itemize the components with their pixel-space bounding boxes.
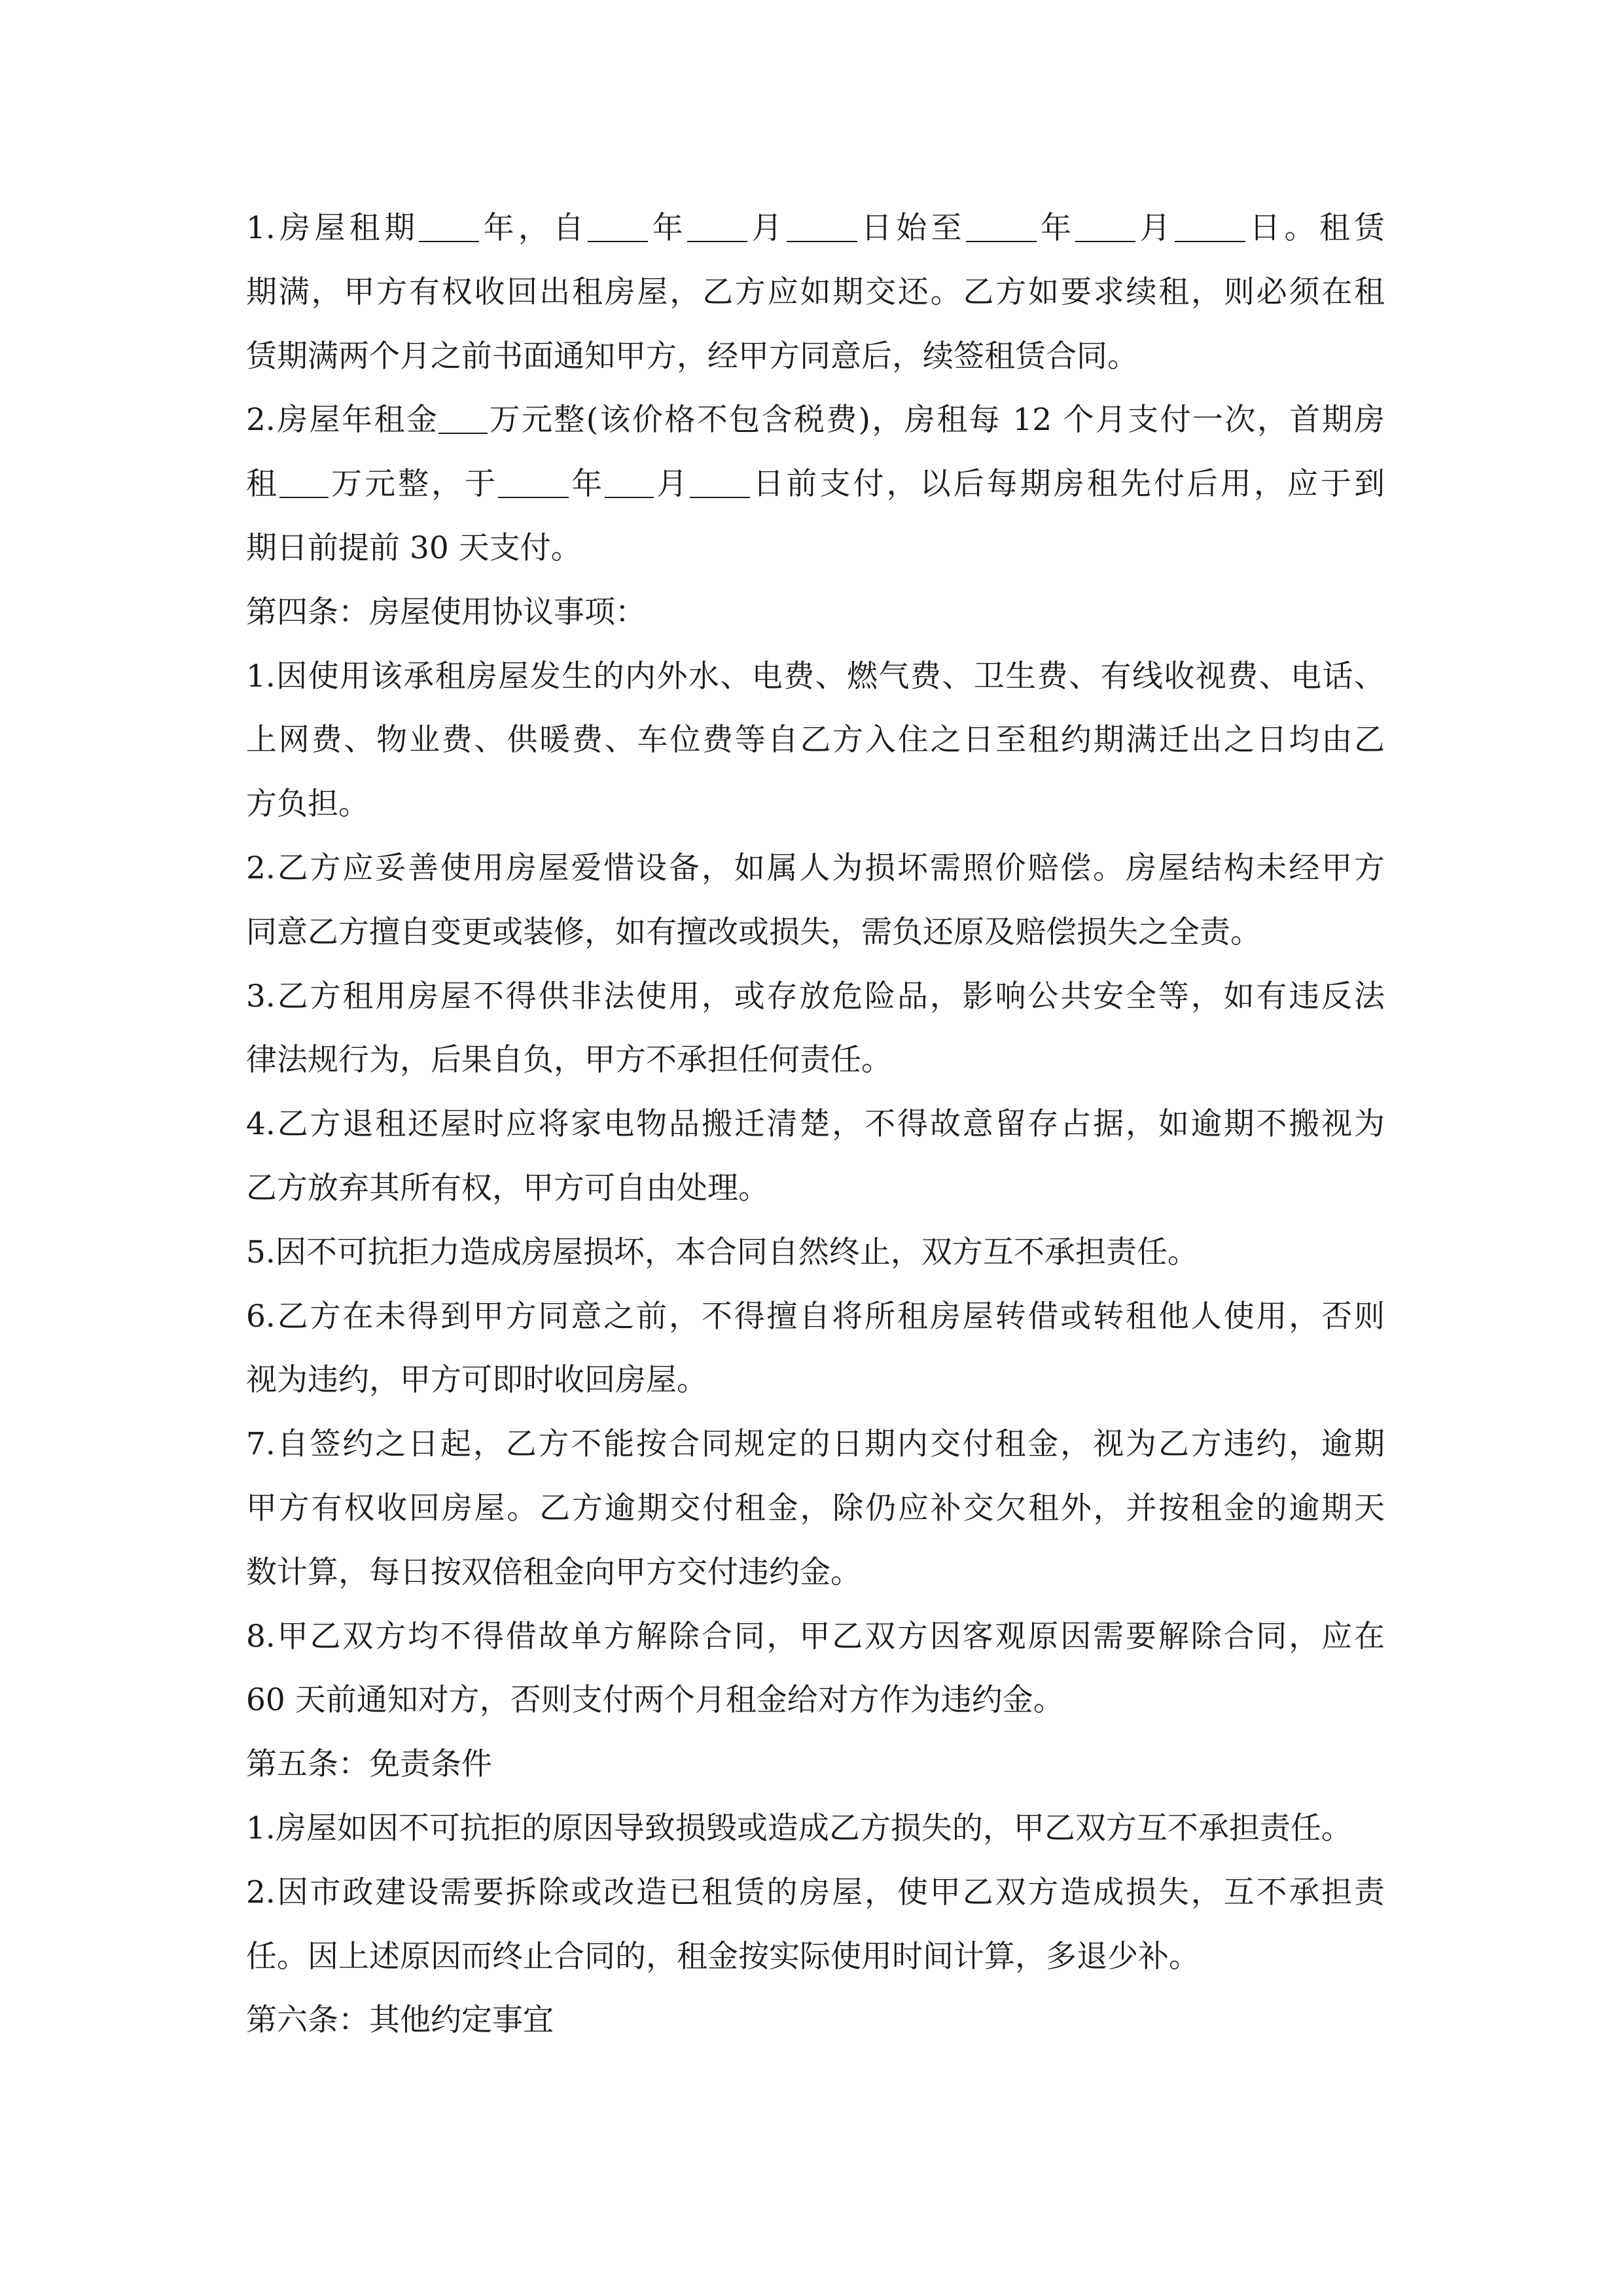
text-segment: 年 <box>569 466 605 503</box>
text-segment: 月 <box>654 466 690 503</box>
paragraph-line: 赁期满两个月之前书面通知甲方，经甲方同意后，续签租赁合同。 <box>246 338 1138 374</box>
lease-term-line-1 <box>246 196 1385 260</box>
blank-start-day <box>787 208 857 242</box>
paragraph-line: 期满，甲方有权收回出租房屋，乙方应如期交还。乙方如要求续租，则必须在租 <box>246 274 1385 310</box>
blank-annual-rent <box>438 401 488 434</box>
paragraph-line: 60 天前通知对方，否则支付两个月租金给对方作为违约金。 <box>246 1682 1064 1719</box>
paragraph-line: 5.因不可抗拒力造成房屋损坏，本合同自然终止，双方互不承担责任。 <box>246 1234 1198 1270</box>
text-segment: 年，自 <box>479 210 588 246</box>
paragraph-line: 甲方有权收回房屋。乙方逾期交付租金，除仍应补交欠租外，并按租金的逾期天 <box>246 1490 1385 1526</box>
paragraph-line: 视为违约，甲方可即时收回房屋。 <box>246 1362 707 1399</box>
text-segment: 2.房屋年租金 <box>246 402 439 439</box>
clause-heading: 第五条：免责条件 <box>246 1746 492 1783</box>
paragraph-line: 上网费、物业费、供暖费、车位费等自乙方入住之日至租约期满迁出之日均由乙 <box>246 722 1385 759</box>
paragraph-line: 1.因使用该承租房屋发生的内外水、电费、燃气费、卫生费、有线收视费、电话、 <box>246 658 1385 694</box>
blank-end-month <box>1075 208 1135 242</box>
blank-start-year <box>588 208 648 242</box>
paragraph-line: 数计算，每日按双倍租金向甲方交付违约金。 <box>246 1554 861 1590</box>
text-segment: 日前支付，以后每期房租先付后用，应于到 <box>750 466 1385 503</box>
blank-start-month <box>687 208 747 242</box>
blank-pay-day <box>690 464 750 497</box>
clause-heading: 第六条：其他约定事宜 <box>246 2002 554 2039</box>
blank-end-day <box>1175 208 1245 242</box>
text-segment: 月 <box>1135 210 1175 246</box>
paragraph-line: 律法规行为，后果自负，甲方不承担任何责任。 <box>246 1042 892 1079</box>
text-segment: 1.房屋租期 <box>246 210 419 246</box>
blank-end-year <box>966 208 1037 242</box>
annual-rent-line-2 <box>246 452 1385 516</box>
blank-pay-year <box>498 464 569 497</box>
paragraph-line: 4.乙方退租还屋时应将家电物品搬迁清楚，不得故意留存占据，如逾期不搬视为 <box>246 1106 1385 1143</box>
text-segment: 年 <box>648 210 688 246</box>
paragraph-line: 方负担。 <box>246 786 369 823</box>
annual-rent-line-1 <box>246 388 1385 452</box>
text-segment: 日始至 <box>857 210 966 246</box>
contract-body <box>246 196 1385 2053</box>
text-segment: 日。租赁 <box>1245 210 1385 246</box>
paragraph-line: 任。因上述原因而终止合同的，租金按实际使用时间计算，多退少补。 <box>246 1938 1200 1975</box>
blank-pay-month <box>605 464 654 497</box>
text-segment: 万元整，于 <box>329 466 499 503</box>
paragraph-line: 同意乙方擅自变更或装修，如有擅改或损失，需负还原及赔偿损失之全责。 <box>246 914 1261 950</box>
blank-first-rent <box>279 464 329 497</box>
paragraph-line: 2.因市政建设需要拆除或改造已租赁的房屋，使甲乙双方造成损失，互不承担责 <box>246 1874 1385 1910</box>
paragraph-line: 8.甲乙双方均不得借故单方解除合同，甲乙双方因客观原因需要解除合同，应在 <box>246 1618 1385 1655</box>
text-segment: 万元整(该价格不包含税费)，房租每 12 个月支付一次，首期房 <box>488 402 1385 439</box>
paragraph-line: 6.乙方在未得到甲方同意之前，不得擅自将所租房屋转借或转租他人使用，否则 <box>246 1298 1385 1335</box>
text-segment: 租 <box>246 466 280 503</box>
paragraph-line: 乙方放弃其所有权，甲方可自由处理。 <box>246 1170 769 1206</box>
paragraph-line: 期日前提前 30 天支付。 <box>246 529 582 566</box>
clause-heading: 第四条：房屋使用协议事项： <box>246 594 646 630</box>
text-segment: 年 <box>1036 210 1076 246</box>
text-segment: 月 <box>747 210 787 246</box>
paragraph-line: 7.自签约之日起，乙方不能按合同规定的日期内交付租金，视为乙方违约，逾期 <box>246 1426 1385 1463</box>
paragraph-line: 2.乙方应妥善使用房屋爱惜设备，如属人为损坏需照价赔偿。房屋结构未经甲方 <box>246 850 1385 886</box>
paragraph-line: 3.乙方租用房屋不得供非法使用，或存放危险品，影响公共安全等，如有违反法 <box>246 978 1385 1014</box>
paragraph-line: 1.房屋如因不可抗拒的原因导致损毁或造成乙方损失的，甲乙双方互不承担责任。 <box>246 1810 1352 1846</box>
blank-lease-years <box>419 208 479 242</box>
